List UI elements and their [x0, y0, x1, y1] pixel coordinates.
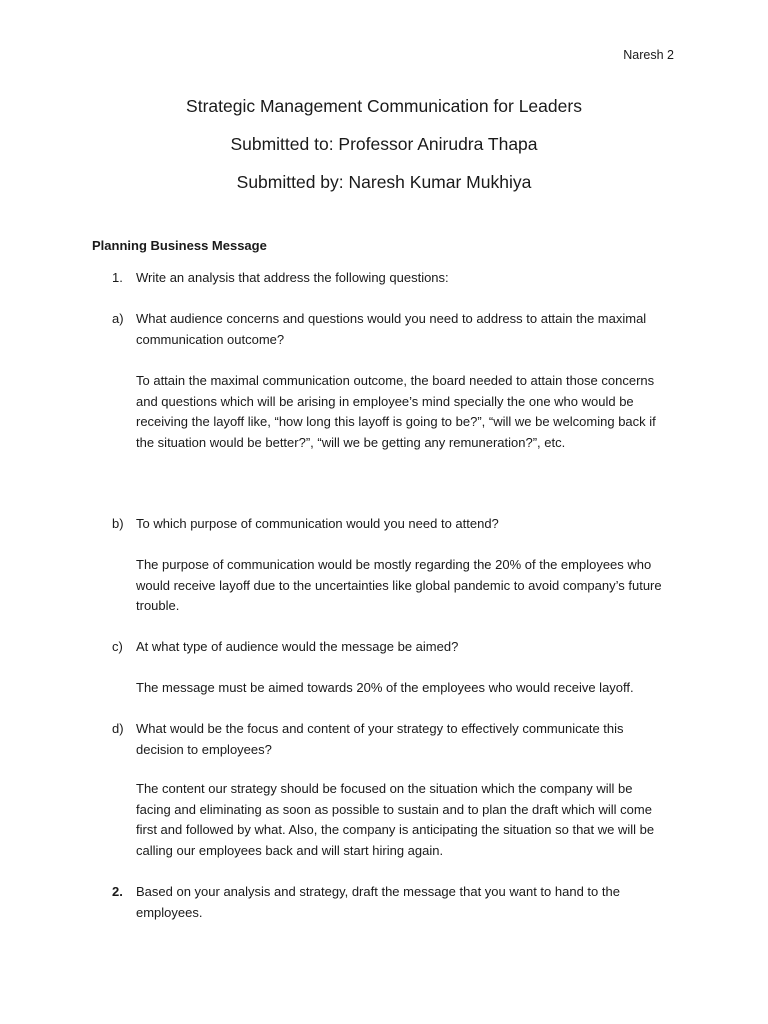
answer-c: The message must be aimed towards 20% of the employees who would receive layoff. — [136, 680, 634, 695]
list-marker-d: d) — [112, 721, 124, 736]
answer-a: To attain the maximal communication outcome, the board needed to attain those concerns and questions which will be arising in employee’s mind specially the one who would be receiving the layoff like, “how long this layoff is going to be?”, “will we be welcoming back if the situation would be better?”, “will we be getting any remuneration?”, etc. — [136, 373, 656, 450]
answer-d: The content our strategy should be focused on the situation which the company will be facing and eliminating as soon as possible to sustain and to plan the draft which will come first and followed by what. Also, the company is anticipating the situation so that we will be calling our employees back and will start hiring again. — [136, 781, 655, 858]
question-c: At what type of audience would the message be aimed? — [136, 639, 459, 654]
list-marker-c: c) — [112, 639, 123, 654]
answer-b: The purpose of communication would be mostly regarding the 20% of the employees who would receive layoff due to the uncertainties like global pandemic to avoid company’s future trouble. — [136, 557, 662, 613]
running-head: Naresh 2 — [623, 48, 674, 62]
submitted-by: Submitted by: Naresh Kumar Mukhiya — [236, 172, 532, 192]
question-d: What would be the focus and content of your strategy to effectively communicate this decision to employees? — [136, 721, 624, 757]
list-marker-b: b) — [112, 516, 124, 531]
list-marker-1: 1. — [112, 270, 123, 285]
list-marker-2: 2. — [112, 884, 123, 899]
question-1: Write an analysis that address the following questions: — [136, 270, 449, 285]
list-marker-a: a) — [112, 311, 124, 326]
question-a: What audience concerns and questions would you need to address to attain the maximal communication outcome? — [136, 311, 647, 347]
section-heading: Planning Business Message — [92, 238, 267, 253]
question-2: Based on your analysis and strategy, draft the message that you want to hand to the employees. — [136, 884, 620, 920]
document-title: Strategic Management Communication for Leaders — [186, 96, 582, 116]
question-b: To which purpose of communication would you need to attend? — [136, 516, 499, 531]
submitted-to: Submitted to: Professor Anirudra Thapa — [230, 134, 538, 154]
